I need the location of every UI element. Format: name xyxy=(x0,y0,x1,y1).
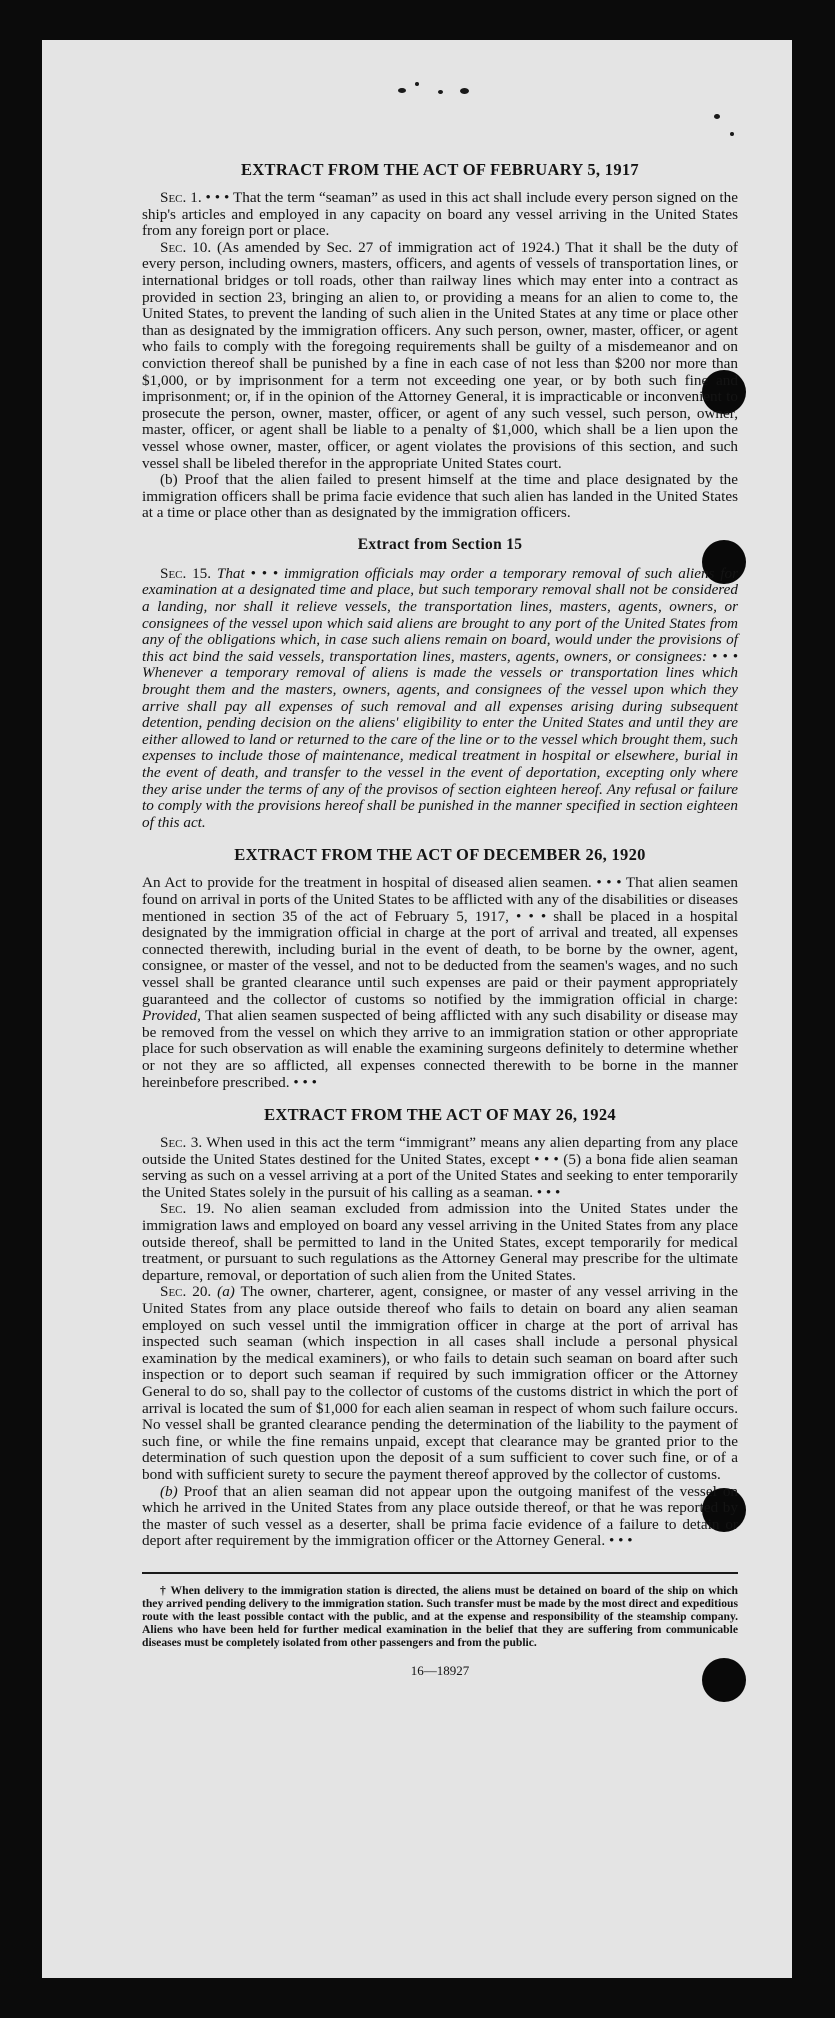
document-page xyxy=(42,40,792,1978)
paragraph-text: When used in this act the term “immigrant” means any alien departing from any place outside the United States destined for the United States, except • • • (5) a bona fide alien seaman serving as such on a vessel arriving at a port of the United States and seeking to enter temporarily the United States solely in the pursuit of his calling as a seaman. • • • xyxy=(142,1134,738,1201)
paragraph xyxy=(142,566,738,832)
ink-speck xyxy=(415,82,419,86)
section-label: Sec. 3. xyxy=(160,1134,203,1152)
paragraph-italic: Provided, xyxy=(142,1007,201,1025)
paragraph-text: Proof that an alien seaman did not appear upon the outgoing manifest of the vessel on which he arrived in the United States from any place outside thereof, or that he was reported by the master of such vessel as a deserter, shall be prima facie evidence of a failure to detain or deport after requirement by the immigration officer or the Attorney General. • • • xyxy=(142,1482,739,1550)
paragraph-text: An Act to provide for the treatment in hospital of diseased alien seamen. • • • That alien seamen found on arrival in ports of the United States to be afflicted with any of the disabilities or diseases mentioned in section 35 of the act of February 5, 1917, • • • shall be placed in a hospital designated by the immigration official in charge at the port of arrival and treated, all expenses connected therewith, including burial in the event of death, to be borne by the owner, agent, consignee, or master of the vessel, and not to be deducted from the seamen's wages, and no such vessel shall be granted clearance until such expenses are paid or their payment appropriately guaranteed and the collector of customs so notified by the immigration official in charge: xyxy=(142,874,738,1008)
section-label: Sec. 19. xyxy=(160,1200,215,1218)
section-label: Sec. 10. xyxy=(160,238,212,256)
paragraph xyxy=(142,240,738,472)
paragraph-text: (As amended by Sec. 27 of immigration act of 1924.) That it shall be the duty of every person, including owners, masters, officers, and agents of vessels of transportation lines, or international bridges or toll roads, other than railway lines which may enter into a contract as provided in section 23, bringing an alien to, or providing a means for an alien to come to, the United States, to prevent the landing of such alien in the United States at any time or place other than as designated by the immigration officers. Any such person, owner, master, officer, or agent who fails to comply with the foregoing requirements shall be guilty of a misdemeanor and on conviction thereof shall be punished by a fine in each case of not less than $200 nor more than $1,000, or by imprisonment for a term not exceeding one year, or by both such fine and imprisonment; or, if in the opinion of the Attorney General, it is impracticable or inconvenient to prosecute the person, owner, master, officer, or agent of any such vessel, such person, owner, master, officer, or agent shall be liable to a penalty of $1,000, which shall be a lien upon the vessel whose owner, master, officer, or agent violates the provisions of this section, and such vessel shall be libeled therefor in the appropriate United States court. xyxy=(142,238,738,472)
ink-speck xyxy=(730,132,734,136)
paragraph-text: • • • That the term “seaman” as used in this act shall include every person signed on the ship's articles and employed in any capacity on board any vessel arriving in the United States from any foreign port or place. xyxy=(142,189,738,240)
paragraph-italic: (b) xyxy=(160,1482,178,1500)
section-title: EXTRACT FROM THE ACT OF MAY 26, 1924 xyxy=(264,1105,616,1125)
paragraph-text: That • • • immigration officials may order a temporary removal of such aliens for examination at a designated time and place, but such temporary removal shall not be considered a landing, nor shall it relieve vessels, the transportation lines, masters, agents, owners, or consignees of the vessel upon which said aliens are brought to any port of the United States from any of the obligations which, in case such aliens remain on board, would under the provisions of this act bind the said vessels, transportation lines, masters, agents, owners, or consignees: • • • Whenever a temporary removal of aliens is made the vessels or transportation lines which brought them and the masters, owners, agents, and consignees of the vessel upon which they arrive shall pay all expenses of such removal and all expenses arising during subsequent detention, pending decision on the aliens' eligibility to enter the United States and until they are either allowed to land or returned to the care of the line or to the vessel which brought them, such expenses to include those of maintenance, medical treatment in hospital or elsewhere, burial in the event of death, and transfer to the vessel in the event of deportation, excepting only where they arise under the terms of any of the provisos of section eighteen hereof. Any refusal or failure to comply with the provisions hereof shall be punished in the manner specified in section eighteen of this act. xyxy=(142,564,738,831)
section-title: Extract from Section 15 xyxy=(357,535,523,553)
ink-speck xyxy=(398,88,406,93)
paragraph xyxy=(142,190,738,240)
page-number: 16—18927 xyxy=(410,1662,470,1678)
paragraph xyxy=(142,1284,738,1483)
paragraph-text: No alien seaman excluded from admission into the United States under the immigration laws and employed on board any vessel arriving in the United States from any place outside thereof, shall be permitted to land in the United States, except temporarily for medical treatment, or pursuant to such regulations as the Attorney General may prescribe for the ultimate departure, removal, or deportation of such alien from the United States. xyxy=(142,1200,739,1284)
paragraph-text: That alien seamen suspected of being afflicted with any such disability or disease may be removed from the vessel on which they arrive to an immigration station or other appropriate place for such observation as will enable the examining surgeons definitely to determine whether or not they are so afflicted, all expenses connected therewith to be borne in the manner hereinbefore prescribed. • • • xyxy=(142,1007,738,1091)
footnote-mark: † xyxy=(160,1583,167,1597)
paragraph xyxy=(142,1484,738,1550)
paragraph xyxy=(142,875,738,1091)
document-body xyxy=(142,160,738,1679)
paragraph-italic: (a) xyxy=(217,1283,235,1301)
paragraph xyxy=(142,1201,738,1284)
footnote-text: When delivery to the immigration station is directed, the aliens must be detained on board of the ship on which they arrived pending delivery to the immigration station. Such transfer must be made by the most direct and expeditious route with the least possible contact with the public, and at the expense and responsibility of the steamship company. Aliens who have been held for further medical examination in the belief that they are suffering from communicable diseases must be completely isolated from other passengers and from the public. xyxy=(142,1583,738,1649)
paragraph: (b) Proof that the alien failed to present himself at the time and place designated by the immigration officers shall be prima facie evidence that such alien has landed in the United States at a time or place other than as designated by the immigration officers. xyxy=(142,471,738,522)
section-label: Sec. 15. xyxy=(160,564,212,582)
ink-speck xyxy=(438,90,443,94)
paragraph-text: The owner, charterer, agent, consignee, or master of any vessel arriving in the United States from any place outside thereof who fails to detain on board any alien seaman employed on such vessel until the immigration officer in charge at the port of arrival has inspected such seaman (which inspection in all cases shall include a personal physical examination by the medical examiners), or who fails to detain such seaman on board after such inspection or to deport such seaman if required by such immigration officer or the Attorney General to do so, shall pay to the collector of customs of the customs district in which the port of arrival is located the sum of $1,000 for each alien seaman in respect of whom such failure occurs. No vessel shall be granted clearance pending the determination of the liability to the payment of such fine, or while the fine remains unpaid, except that clearance may be granted prior to the determination of such question upon the deposit of a sum sufficient to cover such fine, or of a bond with sufficient surety to secure the payment thereof approved by the collector of customs. xyxy=(142,1283,738,1483)
paragraph xyxy=(142,1135,738,1201)
footnote xyxy=(142,1584,738,1649)
ink-speck xyxy=(714,114,720,119)
section-title: EXTRACT FROM THE ACT OF FEBRUARY 5, 1917 xyxy=(241,160,639,179)
section-label: Sec. 1. xyxy=(160,189,202,206)
ink-speck xyxy=(460,88,469,94)
section-label: Sec. 20. xyxy=(160,1283,212,1301)
section-title: EXTRACT FROM THE ACT OF DECEMBER 26, 1920 xyxy=(234,845,646,865)
